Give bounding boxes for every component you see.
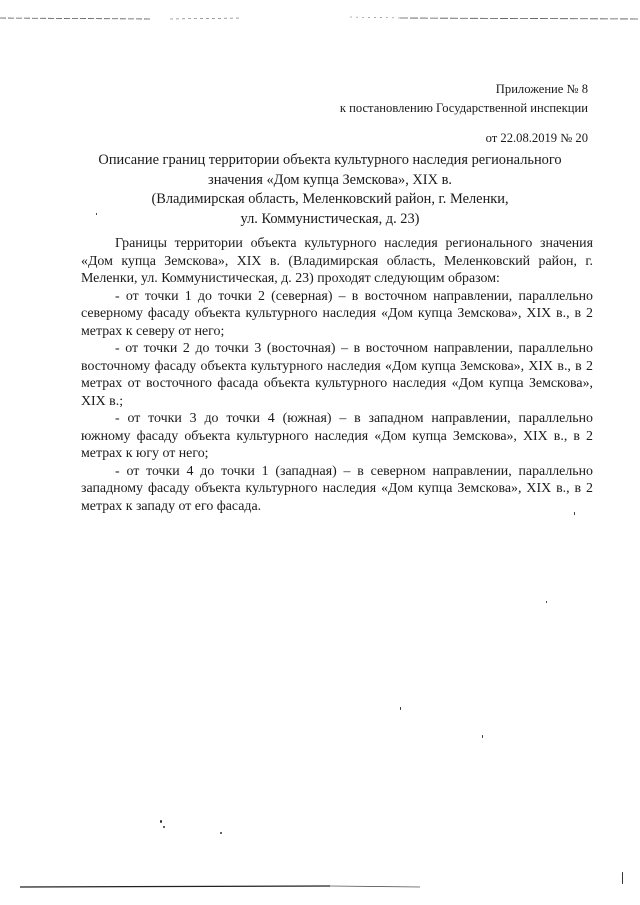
resolution-reference: к постановлению Государственной инспекции [339,101,588,115]
scan-speck [546,601,547,603]
document-body [81,235,593,515]
scan-artifact-top [0,14,640,24]
scan-speck [400,707,401,710]
title-line-4: ул. Коммунистическая, д. 23) [240,210,420,227]
title-line-3: (Владимирская область, Меленковский район, г. Меленки, [151,191,509,207]
scan-artifact-bottom [0,880,640,900]
resolution-date: от 22.08.2019 № 20 [485,131,588,145]
scan-speck [220,832,222,834]
document-title [80,151,580,229]
boundary-item: - от точки 3 до точки 4 (южная) – в западном направлении, параллельно южному фасаду объекта культурного наследия «Дом купца Земскова», XIX в., в 2 метрах к югу от него; [81,411,593,461]
appendix-number: Приложение № 8 [495,82,588,96]
document-header [268,80,588,148]
title-line-2: значения «Дом купца Земскова», XIX в. [208,171,452,188]
boundary-item: - от точки 4 до точки 1 (западная) – в северном направлении, параллельно западному фасаду объекта культурного наследия «Дом купца Земскова», XIX в., в 2 метрах к западу от его фасада. [81,463,593,514]
boundary-item: - от точки 1 до точки 2 (северная) – в восточном направлении, параллельно северному фасаду объекта культурного наследия «Дом купца Земскова», XIX в., в 2 метрах к северу от него; [81,288,593,339]
boundary-item: - от точки 2 до точки 3 (восточная) – в восточном направлении, параллельно восточному фасаду объекта культурного наследия «Дом купца Земскова», XIX в., в 2 метрах от восточного фасада объекта культурного наследия «Дом купца Земскова», XIX в.; [81,341,593,409]
scan-speck [482,735,483,738]
scan-speck [160,820,162,823]
title-line-1: Описание границ территории объекта культурного наследия регионального [98,152,562,168]
scan-speck [622,872,623,884]
intro-paragraph: Границы территории объекта культурного наследия регионального значения «Дом купца Земскова», XIX в. (Владимирская область, Меленковский район, г. Меленки, ул. Коммунистическая, д. 23) проходят следующим образом: [81,236,593,286]
scan-speck [163,826,165,828]
